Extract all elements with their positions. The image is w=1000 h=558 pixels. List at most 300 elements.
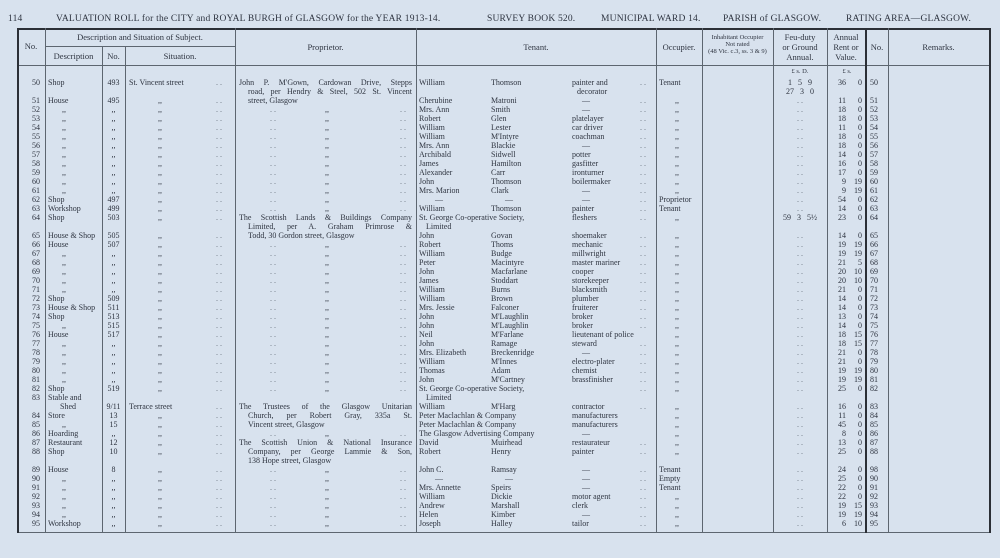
proprietor-ditto-leader: . . xyxy=(270,168,276,177)
rent-shillings: 0 xyxy=(858,348,862,357)
leader: . . xyxy=(216,276,222,285)
proprietor-line: Church, per Robert Gray, 335a St. xyxy=(248,411,412,420)
proprietor-ditto-leader: . . xyxy=(400,204,406,213)
house-number: 517 xyxy=(107,330,120,339)
rent-pounds: 13 xyxy=(838,438,846,447)
proprietor-ditto-leader: . . xyxy=(400,123,406,132)
proprietor-ditto-leader: . . xyxy=(400,321,406,330)
occupier: ,, xyxy=(675,249,679,258)
feu-duty: 59 3 5½ xyxy=(783,213,817,222)
proprietor-ditto-leader: . . xyxy=(400,366,406,375)
feu-duty-leader: . . xyxy=(797,429,803,438)
row-number-right: 84 xyxy=(870,411,878,420)
row-number: 61 xyxy=(32,186,40,195)
house-number: ,, xyxy=(111,132,116,141)
tenant-occupation: manufacturers xyxy=(572,420,618,429)
tenant-surname: Govan xyxy=(491,231,513,240)
house-number: 497 xyxy=(107,195,120,204)
feu-duty-leader: . . xyxy=(797,186,803,195)
proprietor-ditto-leader: . . xyxy=(400,105,406,114)
tenant-occupation: painter xyxy=(572,204,595,213)
row-number: 82 xyxy=(32,384,40,393)
row-number: 74 xyxy=(32,312,40,321)
proprietor-line: The Scottish Lands & Buildings Company xyxy=(239,213,412,222)
situation: ,, xyxy=(158,276,162,285)
feu-duty-leader: . . xyxy=(797,366,803,375)
feu-duty-leader: . . xyxy=(797,411,803,420)
feu-duty-leader: . . xyxy=(797,501,803,510)
proprietor-ditto: ,, xyxy=(325,159,329,168)
occupier: Tenant xyxy=(659,465,681,474)
occupier: ,, xyxy=(675,402,679,411)
rent-shillings: 19 xyxy=(854,186,862,195)
proprietor-ditto-leader: . . xyxy=(270,330,276,339)
tenant-surname: Sidwell xyxy=(491,150,516,159)
row-number-right: 90 xyxy=(870,474,878,483)
leader: . . xyxy=(640,105,646,114)
tenant-first-name: Cherubine xyxy=(419,96,453,105)
rent-pounds: 16 xyxy=(838,402,846,411)
tenant-first-name: William xyxy=(419,78,445,87)
leader: . . xyxy=(216,465,222,474)
table-left-border xyxy=(17,28,19,533)
leader: . . xyxy=(640,204,646,213)
rent-shillings: 0 xyxy=(858,114,862,123)
tenant-occupation: — xyxy=(582,195,590,204)
row-number: 65 xyxy=(32,231,40,240)
tenant-surname: Halley xyxy=(491,519,513,528)
rent-shillings: 0 xyxy=(858,357,862,366)
tenant-occupation: — xyxy=(582,429,590,438)
rent-pounds: 25 xyxy=(838,447,846,456)
leader: . . xyxy=(216,357,222,366)
rent-pounds: 18 xyxy=(838,330,846,339)
leader: . . xyxy=(216,114,222,123)
occupier: Tenant xyxy=(659,78,681,87)
tenant-occupation: car driver xyxy=(572,123,603,132)
rent-pounds: 22 xyxy=(838,492,846,501)
proprietor-ditto: ,, xyxy=(325,429,329,438)
rent-pounds: 11 xyxy=(838,96,846,105)
tenant-occupation: lieutenant of police xyxy=(572,330,634,339)
description: House xyxy=(48,330,69,339)
description: ,, xyxy=(62,375,66,384)
occupier: Empty xyxy=(659,474,681,483)
proprietor-ditto-leader: . . xyxy=(270,483,276,492)
proprietor-ditto: ,, xyxy=(325,501,329,510)
row-number: 69 xyxy=(32,267,40,276)
tenant-first-name: John xyxy=(419,339,435,348)
rent-shillings: 0 xyxy=(858,402,862,411)
house-number: ,, xyxy=(111,519,116,528)
house-number: ,, xyxy=(111,492,116,501)
tenant-first-name: — xyxy=(435,195,443,204)
row-number-right: 91 xyxy=(870,483,878,492)
tenant-occupation: cooper xyxy=(572,267,594,276)
row-number: 84 xyxy=(32,411,40,420)
leader: . . xyxy=(640,357,646,366)
column-divider xyxy=(702,28,703,533)
rent-pounds: 19 xyxy=(838,501,846,510)
proprietor-ditto: ,, xyxy=(325,177,329,186)
rent-pounds: 9 xyxy=(842,186,846,195)
leader: . . xyxy=(640,276,646,285)
proprietor-ditto: ,, xyxy=(325,150,329,159)
proprietor-line: The Trustees of the Glasgow Unitarian xyxy=(239,402,412,411)
feu-duty-leader: . . xyxy=(797,339,803,348)
proprietor-ditto-leader: . . xyxy=(400,168,406,177)
house-number: ,, xyxy=(111,429,116,438)
tenant-first-name: Robert xyxy=(419,447,441,456)
tenant-occupation: gasfitter xyxy=(572,159,599,168)
description: ,, xyxy=(62,366,66,375)
row-number: 79 xyxy=(32,357,40,366)
leader: . . xyxy=(216,330,222,339)
tenant-first-name: Andrew xyxy=(419,501,445,510)
proprietor-ditto: ,, xyxy=(325,123,329,132)
rent-shillings: 0 xyxy=(858,96,862,105)
row-number: 83 xyxy=(32,393,40,402)
tenant-first-name: Neil xyxy=(419,330,433,339)
description: ,, xyxy=(62,492,66,501)
description: ,, xyxy=(62,267,66,276)
proprietor-ditto: ,, xyxy=(325,321,329,330)
leader: . . xyxy=(216,501,222,510)
occupier: ,, xyxy=(675,105,679,114)
leader: . . xyxy=(216,168,222,177)
tenant-surname: Dickie xyxy=(491,492,513,501)
rent-pounds: 21 xyxy=(838,357,846,366)
leader: . . xyxy=(640,240,646,249)
rent-shillings: 0 xyxy=(858,78,862,87)
leader: . . xyxy=(216,240,222,249)
occupier: ,, xyxy=(675,132,679,141)
tenant-surname: Carr xyxy=(491,168,506,177)
rent-shillings: 0 xyxy=(858,294,862,303)
house-number: ,, xyxy=(111,348,116,357)
leader: . . xyxy=(216,411,222,420)
column-divider xyxy=(827,28,828,533)
situation: ,, xyxy=(158,96,162,105)
proprietor-ditto: ,, xyxy=(325,168,329,177)
proprietor-ditto-leader: . . xyxy=(400,330,406,339)
occupier: ,, xyxy=(675,420,679,429)
description: ,, xyxy=(62,276,66,285)
description: Restaurant xyxy=(48,438,83,447)
leader: . . xyxy=(216,249,222,258)
tenant-first-name: James xyxy=(419,276,439,285)
leader: . . xyxy=(216,186,222,195)
proprietor-ditto: ,, xyxy=(325,132,329,141)
tenant-occupation: millwright xyxy=(572,249,606,258)
tenant-first-name: Robert xyxy=(419,240,441,249)
tenant-occupation: — xyxy=(582,465,590,474)
column-divider xyxy=(865,28,867,533)
header-subject-group: Description and Situation of Subject. xyxy=(77,32,203,42)
tenant-surname: Ramsay xyxy=(491,465,517,474)
leader: . . xyxy=(216,294,222,303)
leader: . . xyxy=(216,195,222,204)
house-number: 8 xyxy=(111,465,116,474)
proprietor-ditto-leader: . . xyxy=(270,177,276,186)
situation: ,, xyxy=(158,465,162,474)
leader: . . xyxy=(640,150,646,159)
tenant-occupation: plumber xyxy=(572,294,599,303)
tenant-surname: Falconer xyxy=(491,303,519,312)
proprietor-ditto: ,, xyxy=(325,258,329,267)
description: Store xyxy=(48,411,65,420)
house-number: ,, xyxy=(111,366,116,375)
proprietor-ditto: ,, xyxy=(325,195,329,204)
tenant-first-name: Joseph xyxy=(419,519,441,528)
row-number: 80 xyxy=(32,366,40,375)
situation: ,, xyxy=(158,366,162,375)
rent-shillings: 19 xyxy=(854,249,862,258)
description: Shop xyxy=(48,213,65,222)
tenant-occupation: manufacturers xyxy=(572,411,618,420)
row-number-right: 55 xyxy=(870,132,878,141)
occupier: ,, xyxy=(675,429,679,438)
rent-shillings: 0 xyxy=(858,195,862,204)
row-number-right: 54 xyxy=(870,123,878,132)
row-number: 71 xyxy=(32,285,40,294)
tenant-first-name: Mrs. Annette xyxy=(419,483,461,492)
proprietor-ditto-leader: . . xyxy=(270,141,276,150)
leader: . . xyxy=(640,78,646,87)
row-number: 51 xyxy=(32,96,40,105)
house-number: ,, xyxy=(111,339,116,348)
description: ,, xyxy=(62,483,66,492)
feu-duty-leader: . . xyxy=(797,159,803,168)
rent-shillings: 5 xyxy=(858,258,862,267)
feu-duty-leader: . . xyxy=(797,375,803,384)
leader: . . xyxy=(216,339,222,348)
situation: ,, xyxy=(158,330,162,339)
row-number: 95 xyxy=(32,519,40,528)
column-divider xyxy=(416,28,417,533)
proprietor-ditto-leader: . . xyxy=(270,285,276,294)
tenant-surname: Thomson xyxy=(491,204,522,213)
feu-duty-leader: . . xyxy=(797,96,803,105)
house-number: ,, xyxy=(111,510,116,519)
row-number: 68 xyxy=(32,258,40,267)
occupier: ,, xyxy=(675,114,679,123)
description: House & Shop xyxy=(48,231,96,240)
house-number: 503 xyxy=(107,213,120,222)
leader: . . xyxy=(216,420,222,429)
proprietor-ditto: ,, xyxy=(325,114,329,123)
proprietor-ditto-leader: . . xyxy=(400,303,406,312)
tenant-first-name: Mrs. Ann xyxy=(419,105,450,114)
rent-pounds: 19 xyxy=(838,366,846,375)
row-number-right: 66 xyxy=(870,240,878,249)
tenant-occupation: chemist xyxy=(572,366,597,375)
occupier: Tenant xyxy=(659,204,681,213)
header-situation: Situation. xyxy=(163,51,197,61)
feu-units: £ s. D. xyxy=(791,68,809,75)
proprietor-ditto-leader: . . xyxy=(270,366,276,375)
proprietor-ditto-leader: . . xyxy=(400,492,406,501)
occupier: ,, xyxy=(675,258,679,267)
tenant-first-name: William xyxy=(419,294,445,303)
feu-duty-leader: . . xyxy=(797,474,803,483)
occupier: ,, xyxy=(675,501,679,510)
description: ,, xyxy=(62,168,66,177)
rent-shillings: 0 xyxy=(858,411,862,420)
tenant-first-name: — xyxy=(435,474,443,483)
tenant-occupation: boilermaker xyxy=(572,177,611,186)
occupier: ,, xyxy=(675,357,679,366)
page-number: 114 xyxy=(8,14,23,24)
description: ,, xyxy=(62,105,66,114)
situation: ,, xyxy=(158,348,162,357)
tenant-occupation: mechanic xyxy=(572,240,603,249)
situation: St. Vincent street xyxy=(129,78,184,87)
situation: ,, xyxy=(158,411,162,420)
tenant-first-name: William xyxy=(419,492,445,501)
leader: . . xyxy=(216,258,222,267)
situation: ,, xyxy=(158,501,162,510)
rent-pounds: 25 xyxy=(838,384,846,393)
rent-shillings: 19 xyxy=(854,366,862,375)
tenant-occupation: clerk xyxy=(572,501,588,510)
leader: . . xyxy=(640,438,646,447)
rent-pounds: 14 xyxy=(838,231,846,240)
proprietor-ditto-leader: . . xyxy=(270,195,276,204)
row-number-right: 93 xyxy=(870,501,878,510)
house-number: 509 xyxy=(107,294,120,303)
tenant-surname: Muirhead xyxy=(491,438,523,447)
tenant-first-name: David xyxy=(419,438,439,447)
proprietor-line: 138 Hope street, Glasgow xyxy=(248,456,332,465)
description: House xyxy=(48,240,69,249)
row-number: 57 xyxy=(32,150,40,159)
tenant-surname: M'Laughlin xyxy=(491,312,529,321)
leader: . . xyxy=(640,159,646,168)
situation: ,, xyxy=(158,357,162,366)
rent-pounds: 19 xyxy=(838,240,846,249)
feu-duty-leader: . . xyxy=(797,348,803,357)
leader: . . xyxy=(640,402,646,411)
leader: . . xyxy=(216,159,222,168)
tenant-surname: Henry xyxy=(491,447,511,456)
tenant-first-name: Alexander xyxy=(419,168,453,177)
occupier: ,, xyxy=(675,294,679,303)
header-remarks: Remarks. xyxy=(922,42,955,52)
tenant-occupation: broker xyxy=(572,312,593,321)
house-number: 493 xyxy=(107,78,120,87)
tenant-surname: Matroni xyxy=(491,96,517,105)
situation: ,, xyxy=(158,384,162,393)
description: House & Shop xyxy=(48,303,96,312)
column-divider xyxy=(656,28,657,533)
rent-units: £ s. xyxy=(842,68,852,75)
occupier: ,, xyxy=(675,330,679,339)
description: Shop xyxy=(48,384,65,393)
occupier: ,, xyxy=(675,375,679,384)
tenant-surname: Lester xyxy=(491,123,511,132)
row-number: 93 xyxy=(32,501,40,510)
proprietor-ditto: ,, xyxy=(325,204,329,213)
leader: . . xyxy=(216,141,222,150)
tenant-first-name: John xyxy=(419,312,435,321)
occupier: ,, xyxy=(675,177,679,186)
situation: ,, xyxy=(158,150,162,159)
rent-shillings: 0 xyxy=(858,303,862,312)
house-number: 10 xyxy=(109,447,118,456)
leader: . . xyxy=(216,438,222,447)
proprietor-ditto-leader: . . xyxy=(400,195,406,204)
feu-duty-leader: . . xyxy=(797,276,803,285)
row-number-right: 75 xyxy=(870,321,878,330)
rent-pounds: 21 xyxy=(838,258,846,267)
feu-duty-leader: . . xyxy=(797,402,803,411)
header-occupier: Occupier. xyxy=(662,42,696,52)
leader: . . xyxy=(640,168,646,177)
tenant-first-name: William xyxy=(419,285,445,294)
proprietor-line: street, Glasgow xyxy=(248,96,298,105)
proprietor-line: John P. M'Gown, Cardowan Drive, Stepps xyxy=(239,78,412,87)
proprietor-ditto-leader: . . xyxy=(270,267,276,276)
municipal-ward: MUNICIPAL WARD 14. xyxy=(601,14,701,24)
tenant-surname: M'Innes xyxy=(491,357,517,366)
occupier: ,, xyxy=(675,411,679,420)
header-no-right: No. xyxy=(870,42,884,52)
feu-duty-leader: . . xyxy=(797,204,803,213)
leader: . . xyxy=(640,123,646,132)
tenant-surname: Adam xyxy=(491,366,511,375)
house-number: ,, xyxy=(111,285,116,294)
proprietor-ditto-leader: . . xyxy=(400,276,406,285)
leader: . . xyxy=(216,96,222,105)
rent-pounds: 24 xyxy=(838,465,846,474)
proprietor-ditto-leader: . . xyxy=(270,321,276,330)
occupier: ,, xyxy=(675,159,679,168)
tenant-surname: — xyxy=(505,195,513,204)
row-number-right: 72 xyxy=(870,294,878,303)
leader: . . xyxy=(216,384,222,393)
proprietor-ditto: ,, xyxy=(325,357,329,366)
proprietor-ditto-leader: . . xyxy=(270,384,276,393)
tenant-occupation: platelayer xyxy=(572,114,604,123)
leader: . . xyxy=(216,177,222,186)
column-divider xyxy=(235,28,236,533)
house-number: ,, xyxy=(111,114,116,123)
proprietor-ditto: ,, xyxy=(325,384,329,393)
row-number: 75 xyxy=(32,321,40,330)
house-number: ,, xyxy=(111,375,116,384)
rent-pounds: 13 xyxy=(838,312,846,321)
tenant-first-name: Archibald xyxy=(419,150,451,159)
leader: . . xyxy=(640,285,646,294)
leader: . . xyxy=(216,447,222,456)
header-feu-duty xyxy=(773,32,827,62)
tenant-name: The Glasgow Advertising Company xyxy=(419,429,535,438)
proprietor-ditto-leader: . . xyxy=(270,123,276,132)
row-number-right: 69 xyxy=(870,267,878,276)
header-divider xyxy=(45,46,235,47)
feu-duty-leader: . . xyxy=(797,294,803,303)
house-number: ,, xyxy=(111,483,116,492)
tenant-surname: Glen xyxy=(491,114,507,123)
rent-pounds: 9 xyxy=(842,177,846,186)
leader: . . xyxy=(216,312,222,321)
proprietor-ditto: ,, xyxy=(325,186,329,195)
proprietor-ditto: ,, xyxy=(325,339,329,348)
occupier: ,, xyxy=(675,267,679,276)
row-number: 92 xyxy=(32,492,40,501)
proprietor-ditto-leader: . . xyxy=(400,519,406,528)
